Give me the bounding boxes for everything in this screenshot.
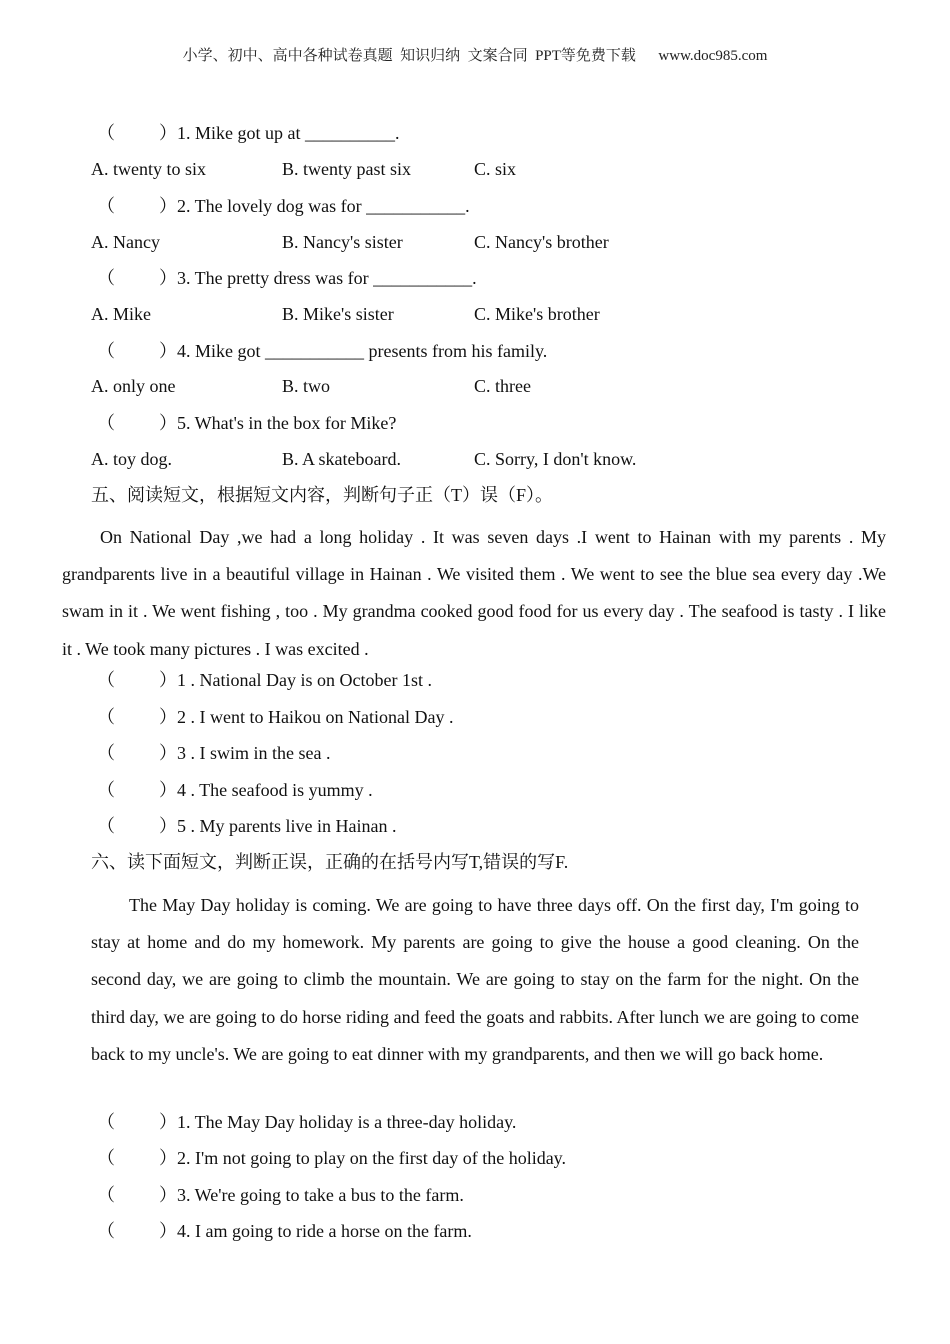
statement-3: （ ）3 . I swim in the sea .: [97, 743, 331, 763]
answer-bracket[interactable]: （: [97, 341, 115, 361]
statement-4: （ ）4. I am going to ride a horse on the farm.: [97, 1221, 472, 1241]
answer-bracket[interactable]: （: [97, 1148, 115, 1168]
question-4: （ ）4. Mike got ___________ presents from his family.: [97, 341, 548, 361]
question-1: （ ）1. Mike got up at __________.: [97, 123, 400, 143]
answer-bracket[interactable]: （: [97, 413, 115, 433]
page-header: 小学、初中、高中各种试卷真题 知识归纳 文案合同 PPT等免费下载 www.doc985.com: [182, 48, 768, 64]
statement-2: （ ）2 . I went to Haikou on National Day .: [97, 707, 454, 727]
answer-bracket[interactable]: （: [97, 123, 115, 143]
answer-bracket[interactable]: （: [97, 670, 115, 690]
answer-bracket[interactable]: （: [97, 1221, 115, 1241]
option-b: B. two: [282, 376, 331, 396]
option-a: A. only one: [91, 376, 176, 396]
answer-bracket[interactable]: （: [97, 743, 115, 763]
option-c: C. Nancy's brother: [474, 232, 609, 252]
question-5: （ ）5. What's in the box for Mike?: [97, 413, 397, 433]
answer-bracket[interactable]: （: [97, 1112, 115, 1132]
option-b: B. A skateboard.: [282, 449, 401, 469]
answer-bracket[interactable]: （: [97, 196, 115, 216]
section-title-5: 五、阅读短文，根据短文内容，判断句子正（T）误（F）。: [91, 485, 554, 505]
option-b: B. Mike's sister: [282, 304, 394, 324]
statement-3: （ ）3. We're going to take a bus to the farm.: [97, 1185, 464, 1205]
reading-passage-5: On National Day ,we had a long holiday . It was seven days .I went to Hainan with my parents . My grandparents live in a beautiful village in Hainan . We visited them . We went to see the blue sea every day .We swam in it . We went fishing , too . My grandma cooked good food for us every day . The seafood is tasty . I like it . We took many pictures . I was excited .: [62, 527, 886, 659]
question-2: （ ）2. The lovely dog was for ___________.: [97, 196, 470, 216]
option-b: B. Nancy's sister: [282, 232, 403, 252]
option-a: A. Nancy: [91, 232, 160, 252]
answer-bracket[interactable]: （: [97, 816, 115, 836]
statement-2: （ ）2. I'm not going to play on the first day of the holiday.: [97, 1148, 567, 1168]
question-3: （ ）3. The pretty dress was for ___________.: [97, 268, 477, 288]
answer-bracket[interactable]: （: [97, 707, 115, 727]
answer-bracket[interactable]: （: [97, 780, 115, 800]
statement-4: （ ）4 . The seafood is yummy .: [97, 780, 373, 800]
option-c: C. Mike's brother: [474, 304, 600, 324]
section-title-6: 六、读下面短文，判断正误，正确的在括号内写T,错误的写F.: [91, 852, 569, 872]
reading-passage-6: The May Day holiday is coming. We are going to have three days off. On the first day, I'm going to stay at home and do my homework. My parents are going to give the house a good cleaning. On the second day, we are going to climb the mountain. We are going to stay on the farm for the night. On the third day, we are going to do horse riding and feed the goats and rabbits. After lunch we are going to come back to my uncle's. We are going to eat dinner with my grandparents, and then we will go back home.: [91, 895, 859, 1064]
option-a: A. Mike: [91, 304, 151, 324]
statement-1: （ ）1. The May Day holiday is a three-day holiday.: [97, 1112, 517, 1132]
option-c: C. three: [474, 376, 531, 396]
option-c: C. Sorry, I don't know.: [474, 449, 637, 469]
statement-5: （ ）5 . My parents live in Hainan .: [97, 816, 397, 836]
option-c: C. six: [474, 159, 517, 179]
option-a: A. twenty to six: [91, 159, 206, 179]
option-b: B. twenty past six: [282, 159, 411, 179]
statement-1: （ ）1 . National Day is on October 1st .: [97, 670, 432, 690]
answer-bracket[interactable]: （: [97, 1185, 115, 1205]
answer-bracket[interactable]: （: [97, 268, 115, 288]
option-a: A. toy dog.: [91, 449, 172, 469]
